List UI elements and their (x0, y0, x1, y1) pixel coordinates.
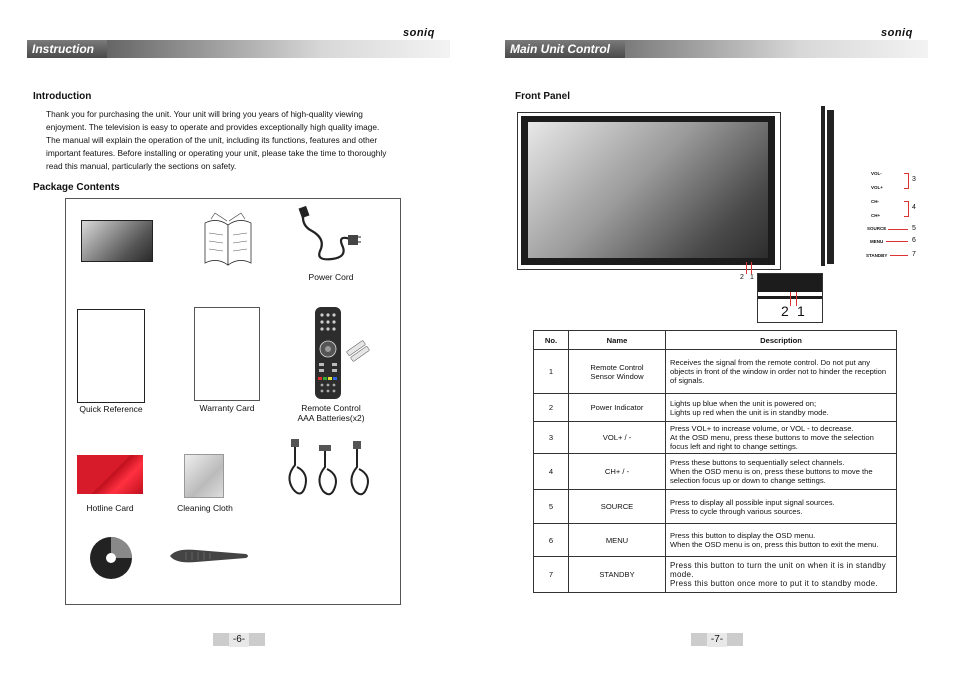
batteries-caption: AAA Batteries(x2) (297, 413, 365, 423)
callout-small-1: 1 (750, 274, 754, 281)
front-panel-heading: Front Panel (515, 91, 571, 102)
quick-reference-image (77, 309, 145, 403)
page-tab-right-b (727, 633, 743, 646)
table-row (534, 490, 897, 524)
tv-side-profile-thin (821, 106, 825, 266)
row-description: Receives the signal from the remote control. Do not put any objects in front of the window in order not to hinder the reception of signals. (666, 350, 897, 394)
row-name: MENU (569, 524, 666, 557)
warranty-card-image (194, 307, 260, 401)
tv-front-panel (517, 112, 781, 270)
vol-bracket (904, 173, 909, 189)
controls-table (533, 330, 897, 593)
intro-line: enjoyment. The television is easy to operate and provides exceptionally high quality image. (46, 122, 380, 132)
table-row (534, 394, 897, 422)
section-title-right: Main Unit Control (505, 40, 625, 58)
standby-line (890, 255, 908, 256)
row-no: 4 (534, 454, 569, 490)
callout-large-1: 1 (797, 303, 805, 319)
row-no: 6 (534, 524, 569, 557)
brand-logo-right: soniq (881, 27, 913, 39)
table-header-row (534, 331, 897, 350)
brand-logo-left: soniq (403, 27, 435, 39)
intro-line: read this manual, particularly the sections on safety. (46, 161, 237, 171)
av-cables-image (281, 437, 377, 501)
hotline-card-image (77, 455, 143, 494)
cleaning-cloth-image (184, 454, 224, 498)
remote-control-image (313, 305, 343, 401)
page-tab-left-a (213, 633, 229, 646)
introduction-heading: Introduction (33, 91, 92, 102)
side-number-6: 6 (912, 237, 916, 244)
remote-control-caption: Remote Control (301, 403, 361, 413)
callout-small-2: 2 (740, 274, 744, 281)
zoom-bezel-top (758, 274, 822, 292)
page-number-left: -6- (229, 633, 249, 647)
button-label-source: SOURCE (867, 226, 887, 231)
side-number-5: 5 (912, 225, 916, 232)
row-name: Power Indicator (569, 394, 666, 422)
row-description: Press these buttons to sequentially select channels. When the OSD menu is on, press these buttons to move the selection focus up or down to change settings. (666, 454, 897, 490)
button-label-vol-minus: VOL- (871, 171, 882, 176)
side-number-7: 7 (912, 251, 916, 258)
hotline-card-caption: Hotline Card (86, 503, 134, 513)
section-title-left: Instruction (27, 40, 107, 58)
side-number-4: 4 (912, 204, 916, 211)
header-description: Description (666, 331, 897, 350)
intro-line: The manual will explain the operation of the unit, including its functions, features and other (46, 135, 378, 145)
row-no: 7 (534, 557, 569, 593)
disc-image (88, 535, 134, 581)
row-no: 2 (534, 394, 569, 422)
page-tab-left-b (249, 633, 265, 646)
table-row (534, 557, 897, 593)
menu-line (886, 241, 908, 242)
side-number-3: 3 (912, 176, 916, 183)
tv-side-profile-thick (827, 110, 834, 264)
zoom-callout-line-2 (790, 292, 791, 306)
button-label-ch-plus: CH+ (871, 213, 881, 218)
warranty-card-caption: Warranty Card (199, 403, 255, 413)
callout-large-2: 2 (781, 303, 789, 319)
row-description: Press to display all possible input signal sources. Press to cycle through various sources. (666, 490, 897, 524)
quick-reference-caption: Quick Reference (79, 404, 143, 414)
batteries-image (346, 339, 370, 363)
row-no: 3 (534, 422, 569, 454)
sensor-callout-line-2 (746, 262, 747, 274)
row-name: STANDBY (569, 557, 666, 593)
sensor-callout-line-1 (751, 262, 752, 274)
power-cord-image (298, 205, 362, 267)
package-contents-box (65, 198, 401, 605)
table-row (534, 422, 897, 454)
row-description: Press this button to turn the unit on when it is in standby mode. Press this button once more to put it to standby mode. (666, 557, 897, 593)
intro-line: Thank you for purchasing the unit. Your unit will bring you years of high-quality viewing (46, 109, 363, 119)
panel-bottom-zoom (757, 273, 823, 323)
button-label-standby: STANDBY (866, 253, 888, 258)
row-description: Press this button to display the OSD menu. When the OSD menu is on, press this button to exit the menu. (666, 524, 897, 557)
ch-bracket (904, 201, 909, 217)
intro-line: important features. Before installing or operating your unit, please take the time to thoroughly (46, 148, 387, 158)
power-cord-caption: Power Cord (308, 272, 354, 282)
page-tab-right-a (691, 633, 707, 646)
row-name: VOL+ / - (569, 422, 666, 454)
user-manual-image (201, 211, 255, 269)
stylus-image (166, 544, 252, 568)
cleaning-cloth-caption: Cleaning Cloth (177, 503, 233, 513)
table-row (534, 350, 897, 394)
introduction-text (46, 108, 426, 173)
tv-screen (528, 122, 768, 258)
button-label-ch-minus: CH- (871, 199, 879, 204)
table-row (534, 524, 897, 557)
tv-image (81, 220, 153, 262)
button-label-vol-plus: VOL+ (871, 185, 883, 190)
row-no: 5 (534, 490, 569, 524)
row-name: CH+ / - (569, 454, 666, 490)
table-row (534, 454, 897, 490)
header-no: No. (534, 331, 569, 350)
source-line (888, 229, 908, 230)
package-contents-heading: Package Contents (33, 182, 120, 193)
button-label-menu: MENU (870, 239, 884, 244)
row-name: Remote Control Sensor Window (569, 350, 666, 394)
row-no: 1 (534, 350, 569, 394)
page-number-right: -7- (707, 633, 727, 647)
header-name: Name (569, 331, 666, 350)
row-description: Press VOL+ to increase volume, or VOL - to decrease. At the OSD menu, press these buttons to move the selection focus left and right to change settings. (666, 422, 897, 454)
row-description: Lights up blue when the unit is powered on; Lights up red when the unit is in standby mode. (666, 394, 897, 422)
row-name: SOURCE (569, 490, 666, 524)
